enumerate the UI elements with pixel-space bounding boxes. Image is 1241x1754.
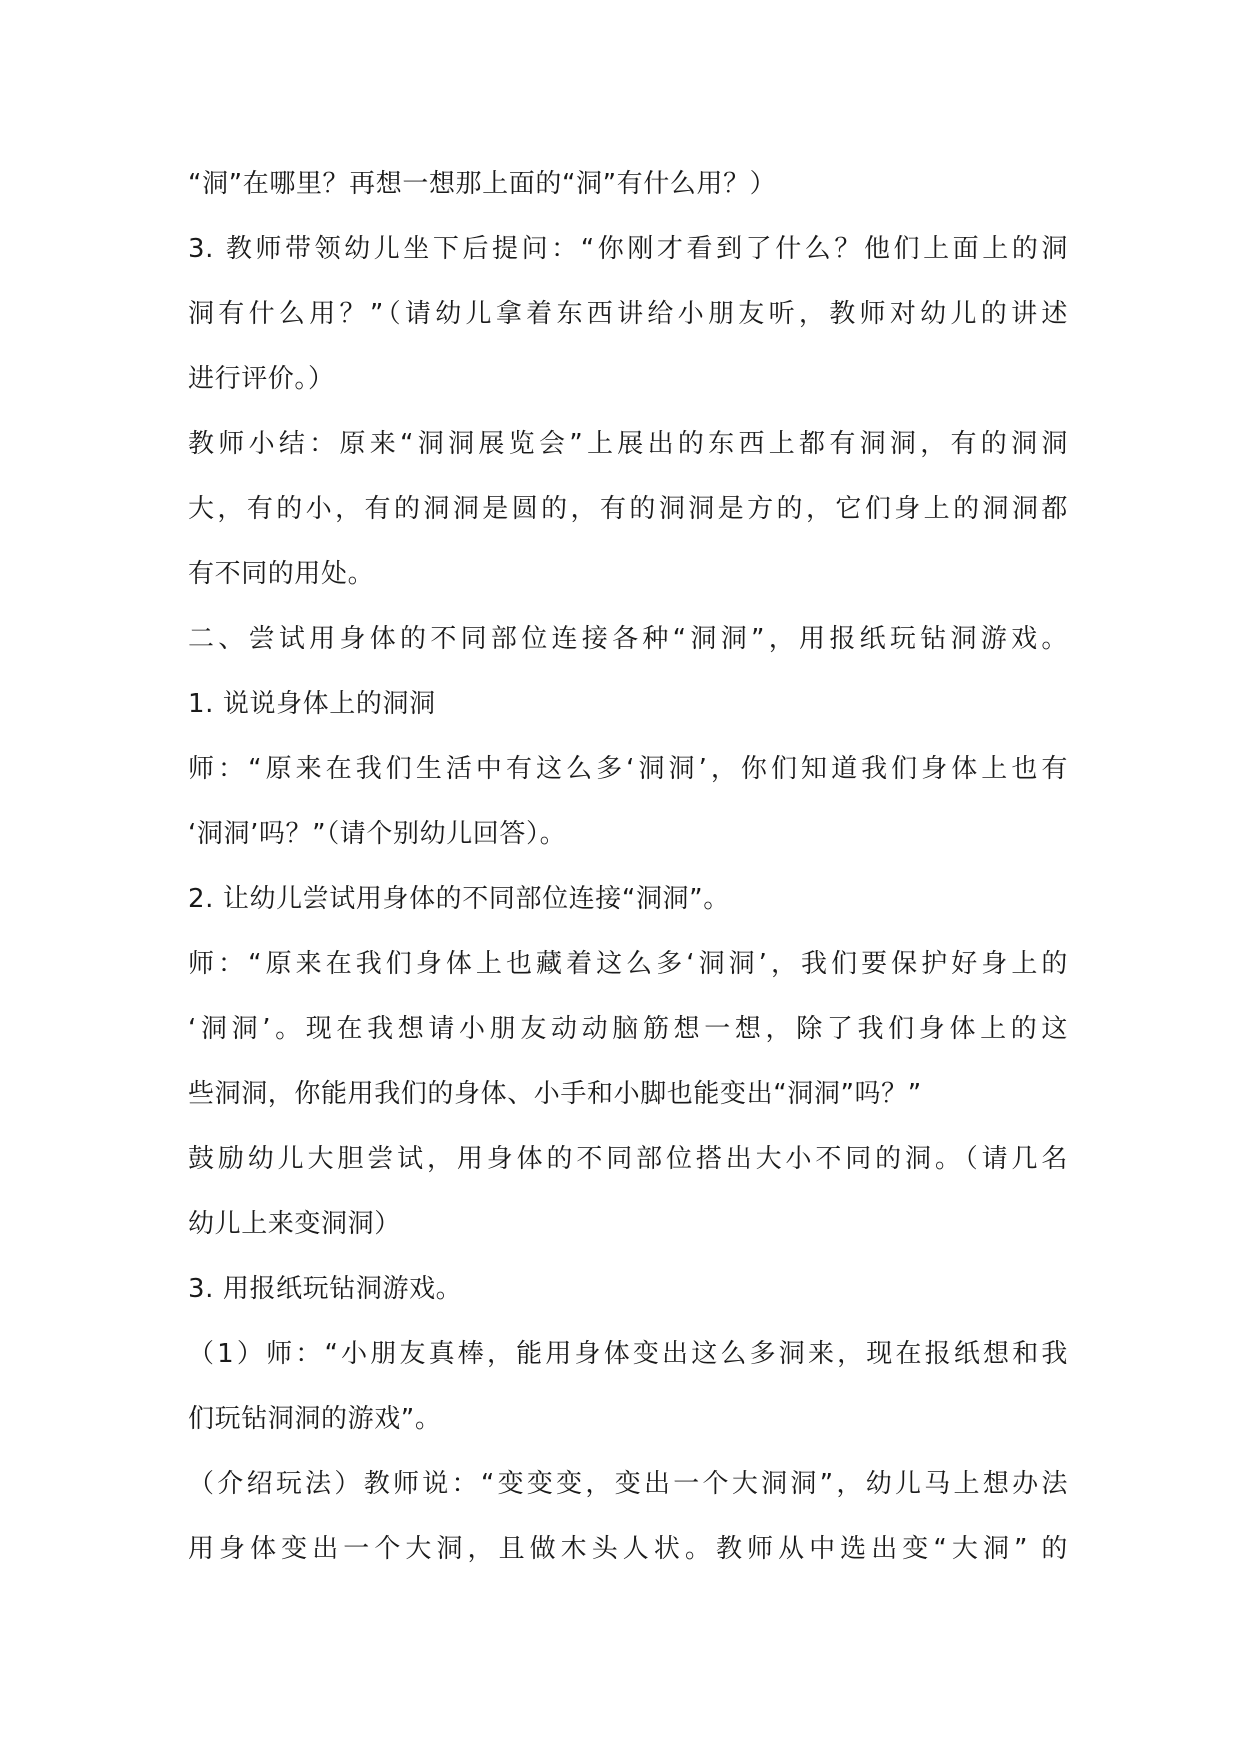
section-heading: 二、尝试用身体的不同部位连接各种“洞洞”，用报纸玩钻洞游戏。 <box>188 624 1068 654</box>
text-line: ‘洞洞’吗？”（请个别幼儿回答）。 <box>188 819 567 849</box>
text-line: 些洞洞，你能用我们的身体、小手和小脚也能变出“洞洞”吗？” <box>188 1079 922 1109</box>
text-line: 幼儿上来变洞洞） <box>188 1209 401 1239</box>
text-line: 教师小结：原来“洞洞展览会”上展出的东西上都有洞洞，有的洞洞 <box>188 429 1068 459</box>
text-line: 进行评价。） <box>188 364 335 394</box>
text-line: 3. 教师带领幼儿坐下后提问：“你刚才看到了什么？他们上面上的洞 <box>188 234 1068 264</box>
text-line: 3. 用报纸玩钻洞游戏。 <box>188 1274 463 1304</box>
text-line: 大，有的小，有的洞洞是圆的，有的洞洞是方的，它们身上的洞洞都 <box>188 494 1068 524</box>
text-line: ‘洞洞’。现在我想请小朋友动动脑筋想一想，除了我们身体上的这 <box>188 1014 1068 1044</box>
text-line: 有不同的用处。 <box>188 559 375 589</box>
text-line: 师：“原来在我们生活中有这么多‘洞洞’，你们知道我们身体上也有 <box>188 754 1068 784</box>
text-line: 2. 让幼儿尝试用身体的不同部位连接“洞洞”。 <box>188 884 730 914</box>
text-line: （1）师：“小朋友真棒，能用身体变出这么多洞来，现在报纸想和我 <box>188 1339 1068 1369</box>
text-line: 洞有什么用？”（请幼儿拿着东西讲给小朋友听，教师对幼儿的讲述 <box>188 299 1068 329</box>
text-line: 鼓励幼儿大胆尝试，用身体的不同部位搭出大小不同的洞。（请几名 <box>188 1144 1068 1174</box>
text-line: 师：“原来在我们身体上也藏着这么多‘洞洞’，我们要保护好身上的 <box>188 949 1068 979</box>
document-body <box>188 152 1068 1582</box>
text-line: 们玩钻洞洞的游戏”。 <box>188 1404 442 1434</box>
text-line: （介绍玩法）教师说：“变变变，变出一个大洞洞”，幼儿马上想办法 <box>188 1469 1068 1499</box>
text-line: 用身体变出一个大洞，且做木头人状。教师从中选出变“大洞” 的 <box>188 1534 1068 1564</box>
text-line: “洞”在哪里？再想一想那上面的“洞”有什么用？） <box>188 169 777 199</box>
text-line: 1. 说说身体上的洞洞 <box>188 689 436 719</box>
